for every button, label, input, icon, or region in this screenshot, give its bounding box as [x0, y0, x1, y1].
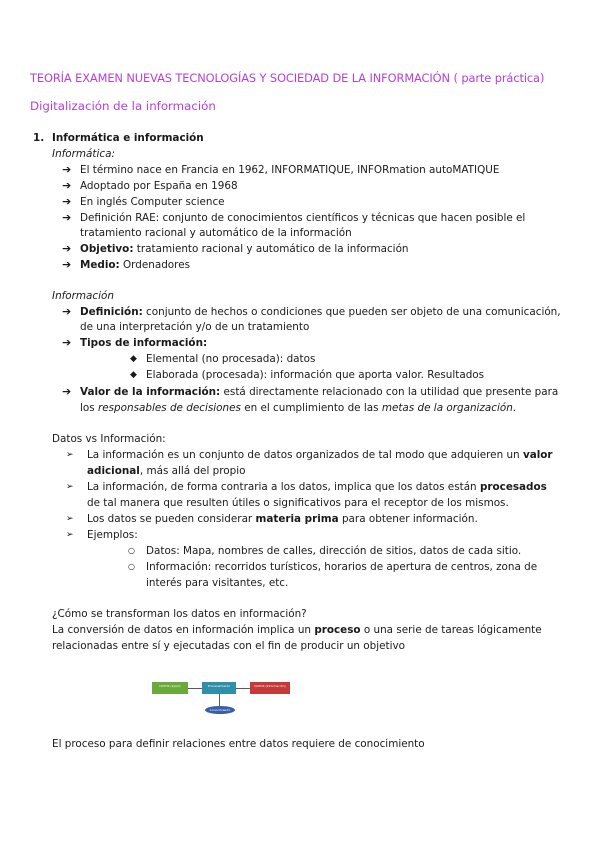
circle-bullet-icon: ○ — [128, 546, 135, 555]
diagram-output-label: DATOS (Información) — [254, 684, 286, 688]
datos-item-text: , más allá del propio — [139, 465, 246, 477]
datos-item-bold: valor — [522, 449, 553, 461]
transform-paragraph-line — [52, 623, 542, 637]
triangle-bullet-icon: ➢ — [66, 450, 74, 460]
arrow-bullet-icon: ➔ — [62, 305, 72, 318]
triangle-bullet-icon: ➢ — [66, 530, 74, 540]
document-title: TEORÍA EXAMEN NUEVAS TECNOLOGÍAS Y SOCIEDAD DE LA INFORMACIÓN ( parte práctica) — [30, 71, 545, 85]
transform-text: o una serie de tareas lógicamente — [360, 624, 542, 636]
diamond-bullet-icon: ◆ — [130, 370, 137, 380]
process-diagram — [150, 680, 295, 718]
valor-cont-text: en el cumplimiento de las — [240, 402, 382, 414]
datos-item-continuation — [87, 464, 245, 478]
objetivo-text: tratamiento racional y automático de la información — [133, 243, 409, 255]
circle-bullet-icon: ○ — [128, 562, 135, 571]
diagram-output-box — [250, 682, 290, 694]
datos-item-text: Los datos se pueden considerar — [87, 513, 256, 525]
diagram-process-label: Procesamiento — [207, 684, 231, 688]
diamond-bullet-icon: ◆ — [130, 354, 137, 364]
list-item-valor — [80, 385, 558, 399]
document-subtitle: Digitalización de la información — [30, 99, 216, 113]
datos-item-bold: materia prima — [255, 513, 339, 525]
list-item-objetivo — [80, 242, 409, 256]
diagram-process-box — [202, 682, 236, 694]
section-number: 1. — [33, 132, 45, 144]
tipo-item: Elaborada (procesada): información que aporta valor. Resultados — [146, 369, 485, 381]
diagram-connector — [236, 688, 250, 689]
datos-item: Ejemplos: — [87, 529, 138, 541]
diagram-input-label: DATOS (input) — [159, 684, 181, 688]
list-item-continuation: tratamiento racional y automático de la información — [80, 227, 352, 239]
datos-item-bold: procesados — [479, 481, 547, 493]
list-item: Definición RAE: conjunto de conocimientos científicos y técnicas que hacen posible el — [80, 212, 526, 224]
medio-text: Ordenadores — [119, 259, 191, 271]
triangle-bullet-icon: ➢ — [66, 514, 74, 524]
valor-cont-italic: metas de la organización — [381, 402, 513, 414]
transform-question: ¿Cómo se transforman los datos en información? — [52, 608, 307, 620]
valor-cont-text: . — [512, 402, 517, 414]
datos-item — [87, 512, 478, 526]
arrow-bullet-icon: ➔ — [62, 336, 72, 349]
valor-continuation — [80, 401, 516, 415]
list-item-definicion — [80, 305, 561, 319]
datos-item-text: La información es un conjunto de datos organizados de tal modo que adquieren un — [87, 449, 523, 461]
list-item: El término nace en Francia en 1962, INFORMATIQUE, INFORmation autoMATIQUE — [80, 164, 500, 176]
arrow-bullet-icon: ➔ — [62, 195, 72, 208]
list-item: En inglés Computer science — [80, 196, 225, 208]
transform-bold: proceso — [314, 624, 361, 636]
list-item: Adoptado por España en 1968 — [80, 180, 238, 192]
transform-paragraph-line: relacionadas entre sí y ejecutadas con el fin de producir un objetivo — [52, 640, 406, 652]
diagram-knowledge-label: Conocimiento — [209, 708, 231, 712]
datos-item-text: para obtener información. — [338, 513, 478, 525]
arrow-bullet-icon: ➔ — [62, 385, 72, 398]
valor-cont-text: los — [80, 402, 98, 414]
tipos-label: Tipos de información: — [80, 337, 208, 349]
ejemplo-item-continuation: interés para visitantes, etc. — [146, 577, 289, 589]
informacion-label: Información — [52, 290, 114, 302]
ejemplo-item: Información: recorridos turísticos, horarios de apertura de centros, zona de — [146, 561, 538, 573]
valor-label: Valor de la información: — [80, 386, 221, 398]
diagram-connector — [219, 694, 220, 706]
diagram-connector — [188, 688, 202, 689]
arrow-bullet-icon: ➔ — [62, 242, 72, 255]
valor-text: está directamente relacionado con la utilidad que presente para — [220, 386, 559, 398]
datos-vs-heading: Datos vs Información: — [52, 433, 166, 445]
arrow-bullet-icon: ➔ — [62, 163, 72, 176]
definicion-label: Definición: — [80, 306, 143, 318]
triangle-bullet-icon: ➢ — [66, 482, 74, 492]
diagram-input-box — [152, 682, 188, 694]
medio-label: Medio: — [80, 259, 120, 271]
valor-cont-italic: responsables de decisiones — [97, 402, 241, 414]
section-heading: Informática e información — [52, 132, 204, 144]
transform-text: La conversión de datos en información implica un — [52, 624, 315, 636]
arrow-bullet-icon: ➔ — [62, 258, 72, 271]
arrow-bullet-icon: ➔ — [62, 179, 72, 192]
datos-item — [87, 448, 553, 462]
footer-text: El proceso para definir relaciones entre datos requiere de conocimiento — [52, 738, 425, 750]
datos-item-continuation: de tal manera que resulten útiles o significativos para el receptor de los mismos. — [87, 497, 509, 509]
definicion-text: conjunto de hechos o condiciones que pueden ser objeto de una comunicación, — [142, 306, 561, 318]
informatica-label: Informática: — [52, 148, 115, 160]
arrow-bullet-icon: ➔ — [62, 211, 72, 224]
diagram-knowledge-ellipse — [205, 706, 235, 714]
list-item-medio — [80, 258, 190, 272]
definicion-continuation: de una interpretación y/o de un tratamiento — [80, 321, 310, 333]
datos-item-text: La información, de forma contraria a los datos, implica que los datos están — [87, 481, 480, 493]
datos-item-bold: adicional — [87, 465, 140, 477]
ejemplo-item: Datos: Mapa, nombres de calles, dirección de sitios, datos de cada sitio. — [146, 545, 522, 557]
datos-item — [87, 480, 547, 494]
tipo-item: Elemental (no procesada): datos — [146, 353, 316, 365]
objetivo-label: Objetivo: — [80, 243, 134, 255]
